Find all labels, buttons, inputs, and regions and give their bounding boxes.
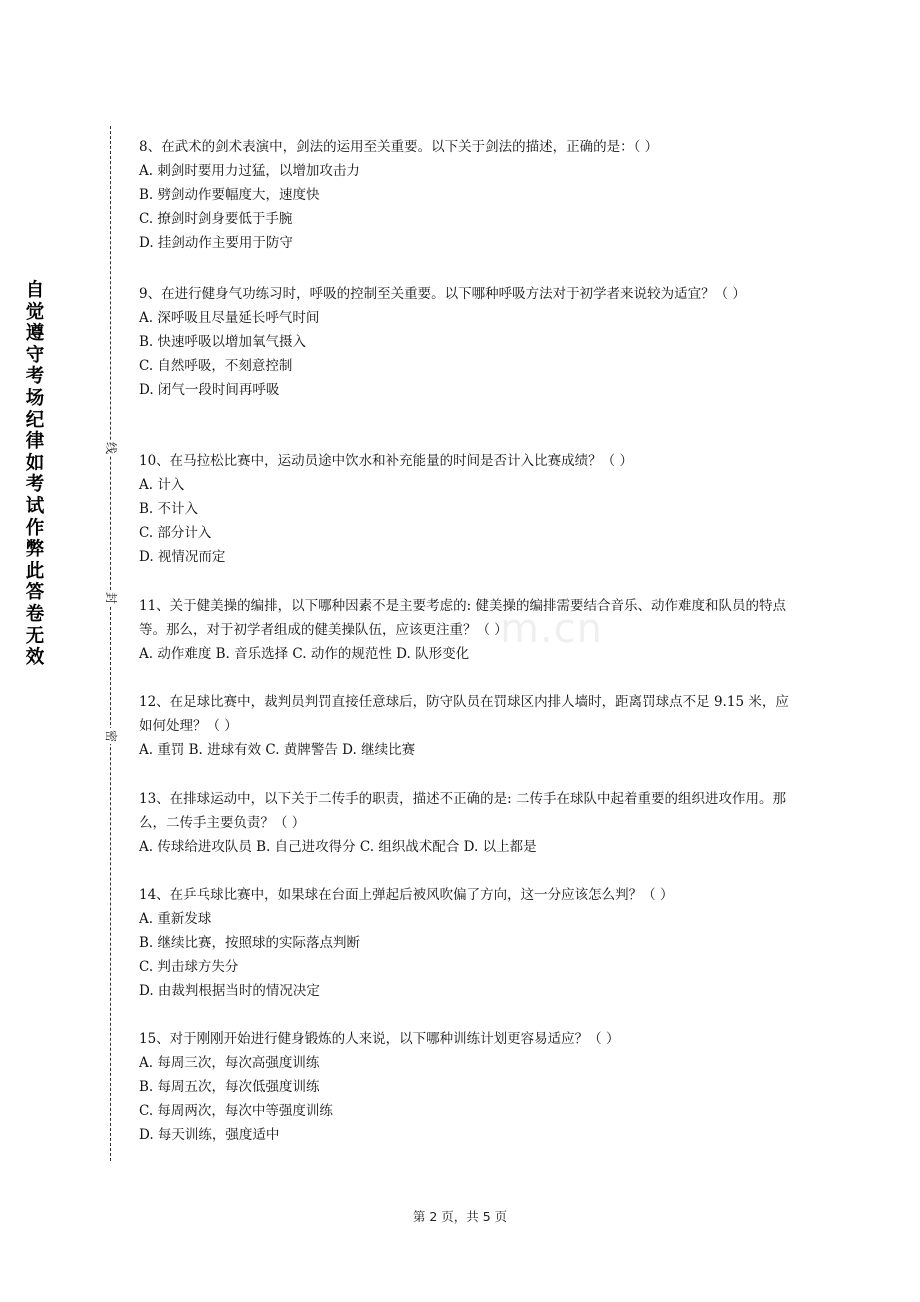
option-b: B. 快速呼吸以增加氧气摄入 xyxy=(139,334,307,350)
option-b: B. 每周五次，每次低强度训练 xyxy=(139,1079,320,1095)
option-c: C. 撩剑时剑身要低于手腕 xyxy=(139,211,293,227)
question-stem: 14、在乒乓球比赛中，如果球在台面上弹起后被风吹偏了方向，这一分应该怎么判？（ ） xyxy=(139,887,674,903)
option-d: D. 挂剑动作主要用于防守 xyxy=(139,235,293,251)
option-d: D. 由裁判根据当时的情况决定 xyxy=(139,983,320,999)
options-inline: A. 传球给进攻队员 B. 自己进攻得分 C. 组织战术配合 D. 以上都是 xyxy=(139,839,537,855)
question-9 xyxy=(139,282,789,402)
exam-discipline-notice: 自觉遵守考场纪律如考试作弊此答卷无效 xyxy=(25,280,45,669)
binding-mark-line: 线 xyxy=(104,441,118,454)
question-stem: 9、在进行健身气功练习时，呼吸的控制至关重要。以下哪种呼吸方法对于初学者来说较为适宜？（ ） xyxy=(139,286,746,302)
binding-mark-secret: 密 xyxy=(104,729,118,742)
option-d: D. 每天训练，强度适中 xyxy=(139,1127,280,1143)
option-d: D. 闭气一段时间再呼吸 xyxy=(139,382,280,398)
question-10 xyxy=(139,449,789,569)
option-a: A. 计入 xyxy=(139,477,185,493)
option-b: B. 劈剑动作要幅度大，速度快 xyxy=(139,187,320,203)
question-stem: 12、在足球比赛中，裁判员判罚直接任意球后，防守队员在罚球区内排人墙时，距离罚球点不足 9.15 米，应如何处理？（ ） xyxy=(139,694,789,734)
question-8 xyxy=(139,135,789,255)
option-c: C. 部分计入 xyxy=(139,525,212,541)
option-c: C. 每周两次，每次中等强度训练 xyxy=(139,1103,333,1119)
option-b: B. 不计入 xyxy=(139,501,199,517)
option-c: C. 判击球方失分 xyxy=(139,959,239,975)
question-12 xyxy=(139,690,789,762)
option-a: A. 深呼吸且尽量延长呼气时间 xyxy=(139,310,320,326)
options-inline: A. 重罚 B. 进球有效 C. 黄牌警告 D. 继续比赛 xyxy=(139,742,416,758)
option-c: C. 自然呼吸，不刻意控制 xyxy=(139,358,293,374)
option-a: A. 重新发球 xyxy=(139,911,212,927)
binding-dashed-line xyxy=(110,126,111,1161)
question-14 xyxy=(139,883,789,1003)
question-stem: 13、在排球运动中，以下关于二传手的职责，描述不正确的是: 二传手在球队中起着重要的组织进攻作用。那么，二传手主要负责？（ ） xyxy=(139,791,787,831)
binding-mark-seal: 封 xyxy=(104,591,118,604)
watermark: m.cn xyxy=(500,606,604,652)
question-stem: 11、关于健美操的编排，以下哪种因素不是主要考虑的: 健美操的编排需要结合音乐、动作难度和队员的特点等。那么，对于初学者组成的健美操队伍，应该更注重？（ ） xyxy=(139,598,787,638)
page-number: 第 2 页，共 5 页 xyxy=(412,1209,508,1224)
option-a: A. 每周三次，每次高强度训练 xyxy=(139,1055,320,1071)
question-stem: 15、对于刚刚开始进行健身锻炼的人来说，以下哪种训练计划更容易适应？（ ） xyxy=(139,1031,620,1047)
options-inline: A. 动作难度 B. 音乐选择 C. 动作的规范性 D. 队形变化 xyxy=(139,646,470,662)
option-a: A. 刺剑时要用力过猛，以增加攻击力 xyxy=(139,163,360,179)
question-15 xyxy=(139,1027,789,1147)
question-stem: 10、在马拉松比赛中，运动员途中饮水和补充能量的时间是否计入比赛成绩？（ ） xyxy=(139,453,633,469)
option-b: B. 继续比赛，按照球的实际落点判断 xyxy=(139,935,361,951)
question-13 xyxy=(139,787,789,859)
option-d: D. 视情况而定 xyxy=(139,549,226,565)
question-stem: 8、在武术的剑术表演中，剑法的运用至关重要。以下关于剑法的描述，正确的是：（ ） xyxy=(139,139,659,155)
question-11 xyxy=(139,594,789,666)
